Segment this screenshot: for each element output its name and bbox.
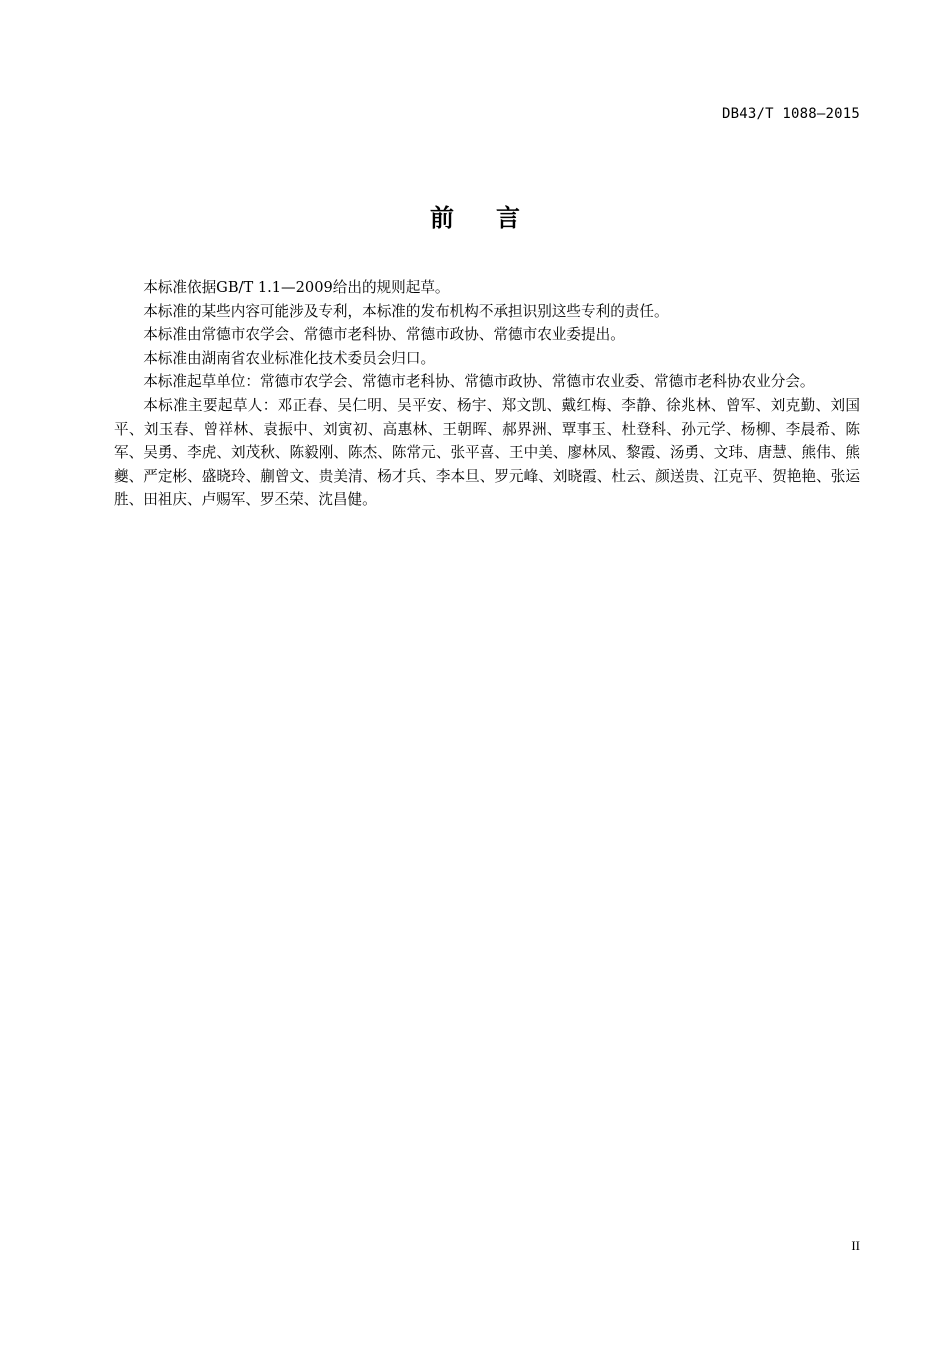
paragraph-drafters: 本标准主要起草人：邓正春、吴仁明、吴平安、杨宇、郑文凯、戴红梅、李静、徐兆林、曾军、刘克勤、刘国平、刘玉春、曾祥林、袁振中、刘寅初、高惠林、王朝晖、郝界洲、覃事玉、杜登科、孙元学、杨柳、李晨希、陈军、吴勇、李虎、刘茂秋、陈毅刚、陈杰、陈常元、张平喜、王中美、廖林凤、黎霞、汤勇、文玮、唐慧、熊伟、熊夔、严定彬、盛晓玲、蒯曾文、贵美清、杨才兵、李本旦、罗元峰、刘晓霞、杜云、颜送贵、江克平、贺艳艳、张运胜、田祖庆、卢赐军、罗丕荣、沈昌健。 [114, 396, 860, 509]
paragraph-drafting-units: 本标准起草单位：常德市农学会、常德市老科协、常德市政协、常德市农业委、常德市老科协农业分会。 [143, 373, 815, 391]
foreword-body [114, 276, 860, 512]
paragraph-drafting-rules: 本标准依据GB/T 1.1—2009给出的规则起草。 [143, 279, 450, 296]
page-title [0, 198, 950, 233]
title-char-2: 言 [496, 203, 520, 232]
title-char-1: 前 [430, 203, 454, 232]
document-code: DB43/T 1088—2015 [721, 106, 860, 122]
paragraph-proposer: 本标准由常德市农学会、常德市老科协、常德市政协、常德市农业委提出。 [143, 326, 625, 344]
paragraph-patent-notice: 本标准的某些内容可能涉及专利，本标准的发布机构不承担识别这些专利的责任。 [143, 302, 669, 320]
page-number: II [851, 1238, 860, 1253]
paragraph-committee: 本标准由湖南省农业标准化技术委员会归口。 [143, 349, 436, 367]
